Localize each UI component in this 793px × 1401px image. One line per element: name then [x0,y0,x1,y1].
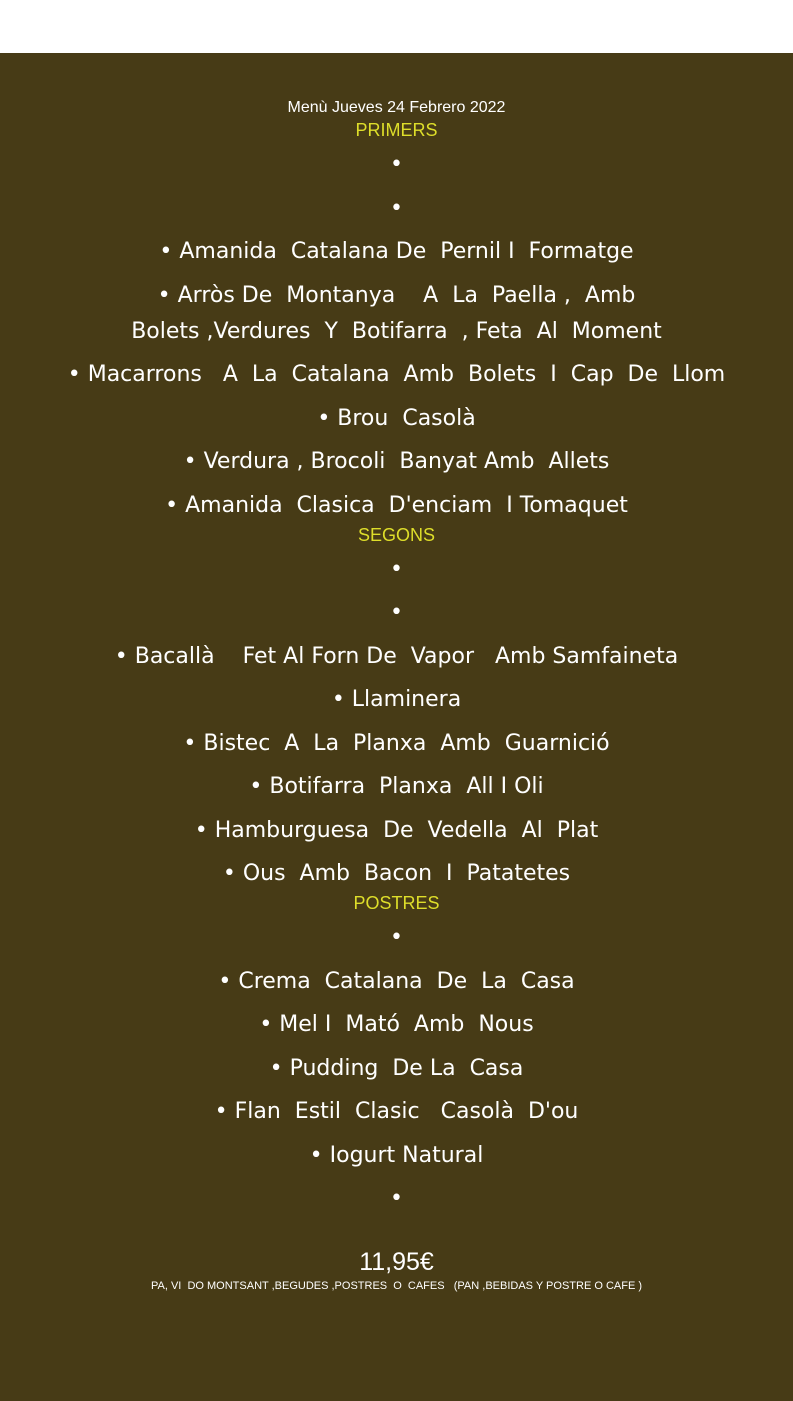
menu-item: • Hamburguesa De Vedella Al Plat [194,817,599,843]
menu-date: Menù Jueves 24 Febrero 2022 [287,99,506,116]
menu-item: • [390,925,403,950]
menu-panel [0,53,793,1401]
menu-item: • Ous Amb Bacon I Patatetes [222,861,571,886]
section-title-segons: SEGONS [357,524,436,545]
menu-item: • Crema Catalana De La Casa [218,968,575,994]
menu-item: • Arròs De Montanya A La Paella , Amb Bolets ,Verdures Y Botifarra , Feta Al Moment [131,282,662,344]
menu-item: • Llaminera [331,687,462,712]
section-title-primers: PRIMERS [355,120,438,140]
menu-item: • Macarrons A La Catalana Amb Bolets I Cap De Llom [67,362,726,387]
menu-item: • Botifarra Planxa All I Oli [249,774,544,799]
menu-item: • Flan Estil Clasic Casolà D'ou [214,1099,579,1124]
menu-item: • Mel I Mató Amb Nous [259,1012,534,1037]
menu-item: • Bacallà Fet Al Forn De Vapor Amb Samfaineta [114,643,679,669]
menu-item: • Verdura , Brocoli Banyat Amb Allets [183,449,610,474]
menu-item: • [390,556,403,582]
menu-item: • Bistec A La Planxa Amb Guarnició [183,730,610,756]
menu-item: • [390,600,403,625]
menu-item: • [390,1186,403,1211]
menu-item: • Iogurt Natural [309,1142,484,1168]
section-title-postres: POSTRES [353,893,440,913]
menu-item: • Amanida Clasica D'enciam I Tomaquet [165,492,628,518]
price-note: PA, VI DO MONTSANT ,BEGUDES ,POSTRES O CAFES (PAN ,BEBIDAS Y POSTRE O CAFE ) [150,1280,643,1292]
menu-item: • Brou Casolà [317,405,476,431]
menu-item: • Amanida Catalana De Pernil I Formatge [159,239,634,264]
menu-price: 11,95€ [359,1248,434,1276]
menu-item: • Pudding De La Casa [269,1055,524,1081]
menu-item: • [390,195,403,221]
menu-item: • [390,152,403,177]
